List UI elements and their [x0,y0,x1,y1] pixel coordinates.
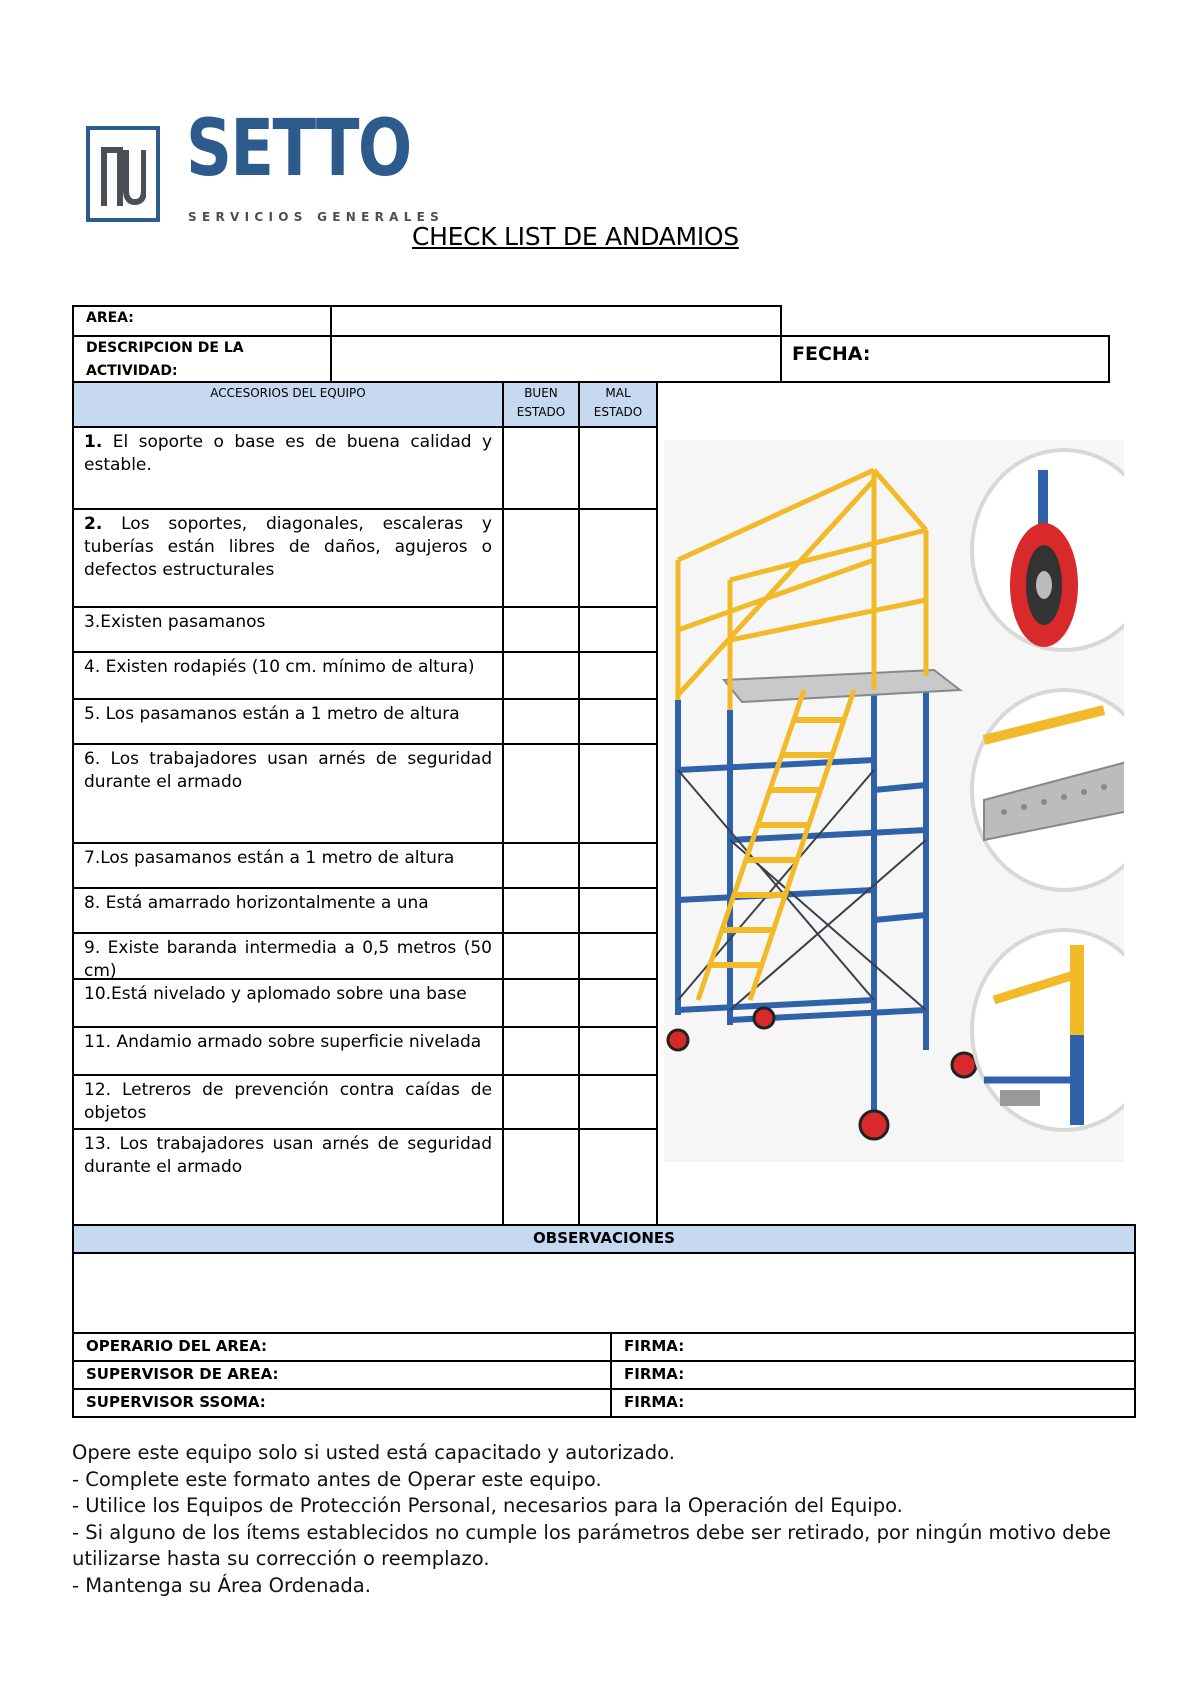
col-header-mal-estado: MAL ESTADO [578,381,658,428]
checklist-item-4 [72,651,504,700]
note-line: - Si alguno de los ítems establecidos no cumple los parámetros debe ser retirado, por ningún motivo debe utilizarse hasta su corrección o reemplazo. [72,1520,1111,1570]
document-title: CHECK LIST DE ANDAMIOS [412,222,739,251]
checklist-item-3 [72,606,504,653]
descripcion-label: DESCRIPCION DE LA ACTIVIDAD: [72,335,332,383]
buen-estado-checkbox[interactable] [502,1026,580,1076]
col-header-buen-estado: BUEN ESTADO [502,381,580,428]
col-header-accesorios: ACCESORIOS DEL EQUIPO [72,381,504,428]
mal-estado-checkbox[interactable] [578,1128,658,1228]
checklist-item-1 [72,426,504,510]
checklist-item-12 [72,1074,504,1130]
item-text: 6. Los trabajadores usan arnés de seguridad durante el armado [84,749,492,792]
company-logo [86,104,445,230]
buen-estado-checkbox[interactable] [502,1074,580,1130]
signature-firma-field[interactable]: FIRMA: [610,1388,1136,1418]
note-line: - Mantenga su Área Ordenada. [72,1573,371,1597]
item-number: 1. [84,432,103,452]
area-field[interactable] [330,305,782,337]
buen-estado-checkbox[interactable] [502,842,580,889]
checklist-item-7 [72,842,504,889]
fecha-field[interactable]: FECHA: [780,335,1110,383]
instructions-notes [72,1440,1132,1599]
mal-estado-checkbox[interactable] [578,743,658,844]
item-text: 4. Existen rodapiés (10 cm. mínimo de altura) [84,657,475,677]
buen-estado-checkbox[interactable] [502,651,580,700]
buen-estado-checkbox[interactable] [502,698,580,745]
signature-firma-field[interactable]: FIRMA: [610,1332,1136,1362]
mal-estado-checkbox[interactable] [578,606,658,653]
area-label: AREA: [72,305,332,337]
mal-estado-checkbox[interactable] [578,932,658,980]
item-text: 10.Está nivelado y aplomado sobre una base [84,984,467,1004]
item-text: 8. Está amarrado horizontalmente a una [84,893,429,913]
buen-estado-checkbox[interactable] [502,887,580,934]
item-text: 12. Letreros de prevención contra caídas de objetos [84,1080,492,1123]
item-text: 11. Andamio armado sobre superficie nivelada [84,1032,482,1052]
item-text: 5. Los pasamanos están a 1 metro de altura [84,704,460,724]
signature-role: SUPERVISOR SSOMA: [72,1388,612,1418]
mal-estado-checkbox[interactable] [578,887,658,934]
item-text: 3.Existen pasamanos [84,612,266,632]
signature-role: OPERARIO DEL AREA: [72,1332,612,1362]
buen-estado-checkbox[interactable] [502,426,580,510]
mal-estado-checkbox[interactable] [578,698,658,745]
mal-estado-checkbox[interactable] [578,978,658,1028]
buen-estado-checkbox[interactable] [502,606,580,653]
observaciones-field[interactable] [72,1252,1136,1334]
logo-subtitle: SERVICIOS GENERALES [188,210,445,224]
checklist-item-8 [72,887,504,934]
checklist-item-11 [72,1026,504,1076]
scaffold-image [664,440,1124,1162]
buen-estado-checkbox[interactable] [502,743,580,844]
checklist-item-5 [72,698,504,745]
buen-estado-checkbox[interactable] [502,1128,580,1228]
checklist-item-2 [72,508,504,608]
logo-mark [86,126,160,222]
item-text: 7.Los pasamanos están a 1 metro de altura [84,848,455,868]
checklist-item-13 [72,1128,504,1228]
item-text: 9. Existe baranda intermedia a 0,5 metros (50 cm) [84,938,492,980]
mal-estado-checkbox[interactable] [578,842,658,889]
buen-estado-checkbox[interactable] [502,508,580,608]
buen-estado-checkbox[interactable] [502,978,580,1028]
logo-wordmark: SETTO [186,104,411,194]
mal-estado-checkbox[interactable] [578,1026,658,1076]
item-number: 2. [84,514,103,534]
item-text: El soporte o base es de buena calidad y estable. [84,432,492,475]
signature-role: SUPERVISOR DE AREA: [72,1360,612,1390]
signature-firma-field[interactable]: FIRMA: [610,1360,1136,1390]
mal-estado-checkbox[interactable] [578,1074,658,1130]
note-line: - Complete este formato antes de Operar este equipo. [72,1467,602,1491]
mal-estado-checkbox[interactable] [578,651,658,700]
note-line: - Utilice los Equipos de Protección Personal, necesarios para la Operación del Equipo. [72,1494,903,1517]
observaciones-header: OBSERVACIONES [72,1224,1136,1254]
item-text: 13. Los trabajadores usan arnés de seguridad durante el armado [84,1134,492,1177]
descripcion-field[interactable] [330,335,782,383]
buen-estado-checkbox[interactable] [502,932,580,980]
logo-monogram-icon [100,140,146,210]
mal-estado-checkbox[interactable] [578,508,658,608]
scaffold-photo [664,440,1124,1162]
checklist-item-9 [72,932,504,980]
checklist-item-6 [72,743,504,844]
mal-estado-checkbox[interactable] [578,426,658,510]
checklist-item-10 [72,978,504,1028]
item-text: Los soportes, diagonales, escaleras y tuberías están libres de daños, agujeros o defectos estructurales [84,514,492,580]
note-line: Opere este equipo solo si usted está capacitado y autorizado. [72,1441,675,1464]
